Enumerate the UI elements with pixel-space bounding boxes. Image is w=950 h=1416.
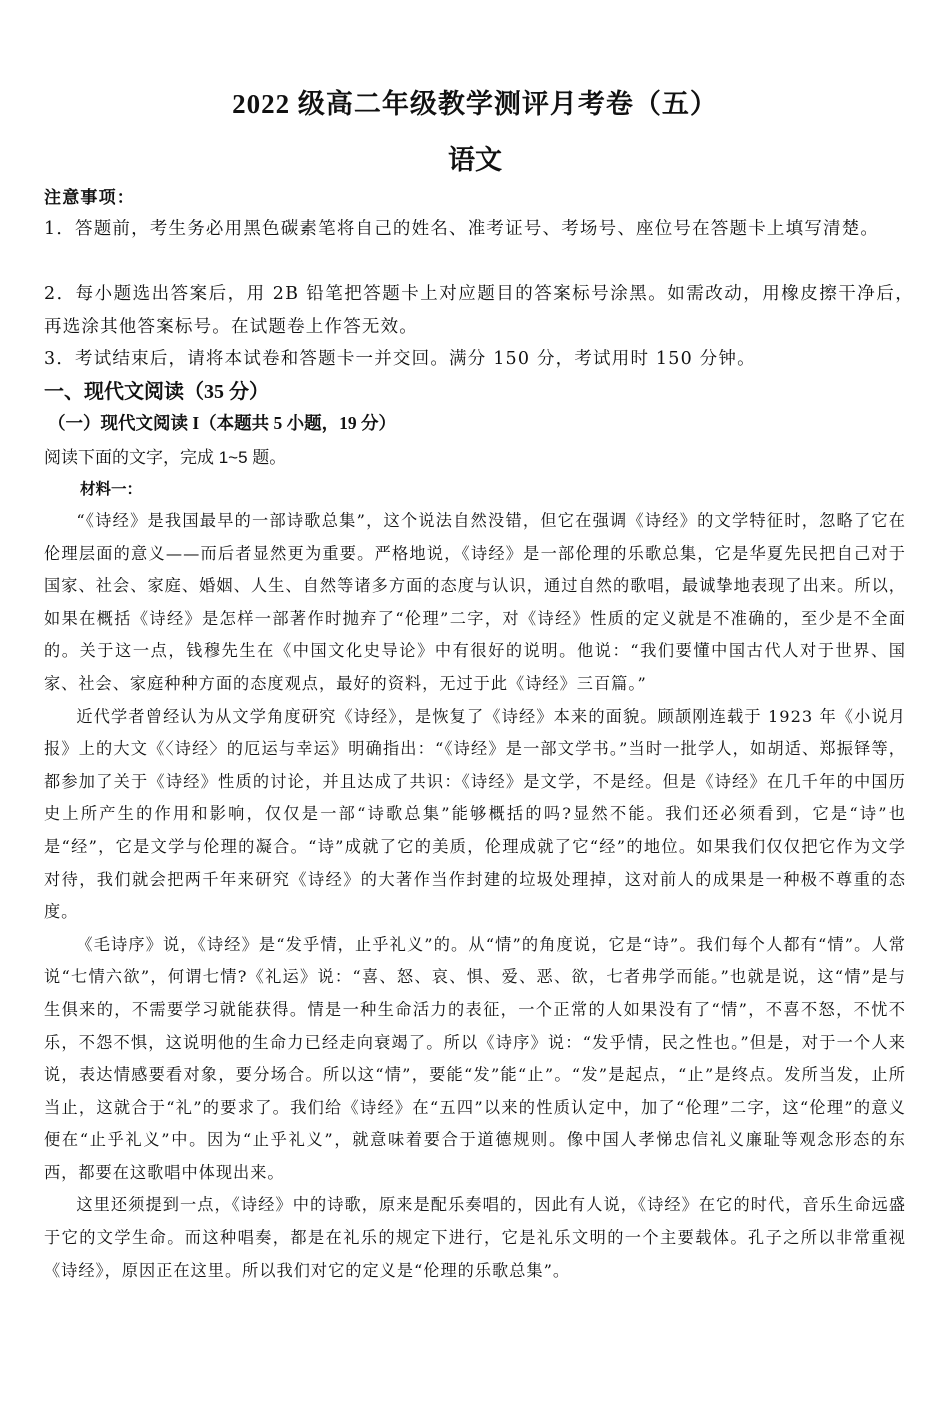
passage: [44, 505, 906, 1287]
exam-title: 2022 级高二年级教学测评月考卷（五）: [232, 89, 718, 119]
reading-instruction: 阅读下面的文字，完成 1~5 题。: [44, 448, 287, 467]
passage-paragraph: 这里还须提到一点，《诗经》中的诗歌，原来是配乐奏唱的，因此有人说，《诗经》在它的时代，音乐生命远盛于它的文学生命。而这种唱奏，都是在礼乐的规定下进行，它是礼乐文明的一个主要载体。孔子之所以非常重视《诗经》，原因正在这里。所以我们对它的定义是“伦理的乐歌总集”。: [44, 1195, 906, 1280]
subsection-heading: （一）现代文阅读 I（本题共 5 小题，19 分）: [48, 413, 397, 433]
passage-paragraph: “《诗经》是我国最早的一部诗歌总集”，这个说法自然没错，但它在强调《诗经》的文学特征时，忽略了它在伦理层面的意义——而后者显然更为重要。严格地说，《诗经》是一部伦理的乐歌总集，它是华夏先民把自己对于国家、社会、家庭、婚姻、人生、自然等诸多方面的态度与认识，通过自然的歌唱，最诚挚地表现了出来。所以，如果在概括《诗经》是怎样一部著作时抛弃了“伦理”二字，对《诗经》性质的定义就是不准确的，至少是不全面的。关于这一点，钱穆先生在《中国文化史导论》中有很好的说明。他说：“我们要懂中国古代人对于世界、国家、社会、家庭种种方面的态度观点，最好的资料，无过于此《诗经》三百篇。”: [44, 511, 906, 693]
section-heading: 一、现代文阅读（35 分）: [44, 381, 269, 403]
notice-item-2: 2．每小题选出答案后，用 2B 铅笔把答题卡上对应题目的答案标号涂黑。如需改动，用橡皮擦干净后，再选涂其他答案标号。在试题卷上作答无效。: [44, 284, 914, 337]
passage-paragraph: 《毛诗序》说，《诗经》是“发乎情，止乎礼义”的。从“情”的角度说，它是“诗”。我们每个人都有“情”。人常说“七情六欲”，何谓七情?《礼运》说：“喜、怒、哀、惧、爱、恶、欲，七者弗学而能。”也就是说，这“情”是与生俱来的，不需要学习就能获得。情是一种生命活力的表征，一个正常的人如果没有了“情”，不喜不怒，不忧不乐，不怨不惧，这说明他的生命力已经走向衰竭了。所以《诗序》说：“发乎情，民之性也。”但是，对于一个人来说，表达情感要看对象，要分场合。所以这“情”，要能“发”能“止”。“发”是起点，“止”是终点。发所当发，止所当止，这就合于“礼”的要求了。我们给《诗经》在“五四”以来的性质认定中，加了“伦理”二字，这“伦理”的意义便在“止乎礼义”中。因为“止乎礼义”，就意味着要合于道德规则。像中国人孝悌忠信礼义廉耻等观念形态的东西，都要在这歌唱中体现出来。: [44, 934, 906, 1182]
passage-paragraph: 近代学者曾经认为从文学角度研究《诗经》，是恢复了《诗经》本来的面貌。顾颉刚连载于 1923 年《小说月报》上的大文《〈诗经〉的厄运与幸运》明确指出：“《诗经》是一部文学书。”当时一批学人，如胡适、郑振铎等，都参加了关于《诗经》性质的讨论，并且达成了共识：《诗经》是文学，不是经。但是《诗经》在几千年的中国历史上所产生的作用和影响，仅仅是一部“诗歌总集”能够概括的吗?显然不能。我们还必须看到，它是“诗”也是“经”，它是文学与伦理的凝合。“诗”成就了它的美质，伦理成就了它“经”的地位。如果我们仅仅把它作为文学对待，我们就会把两千年来研究《诗经》的大著作当作封建的垃圾处理掉，这对前人的成果是一种极不尊重的态度。: [44, 706, 906, 922]
notice-item-1: 1．答题前，考生务必用黑色碳素笔将自己的姓名、准考证号、考场号、座位号在答题卡上填写清楚。: [44, 219, 880, 239]
notice-item-3: 3．考试结束后，请将本试卷和答题卡一并交回。满分 150 分，考试用时 150 分钟。: [44, 349, 756, 369]
material-label: 材料一：: [80, 479, 143, 498]
subject-title: 语文: [448, 145, 502, 175]
notice-heading: 注意事项：: [44, 188, 135, 208]
